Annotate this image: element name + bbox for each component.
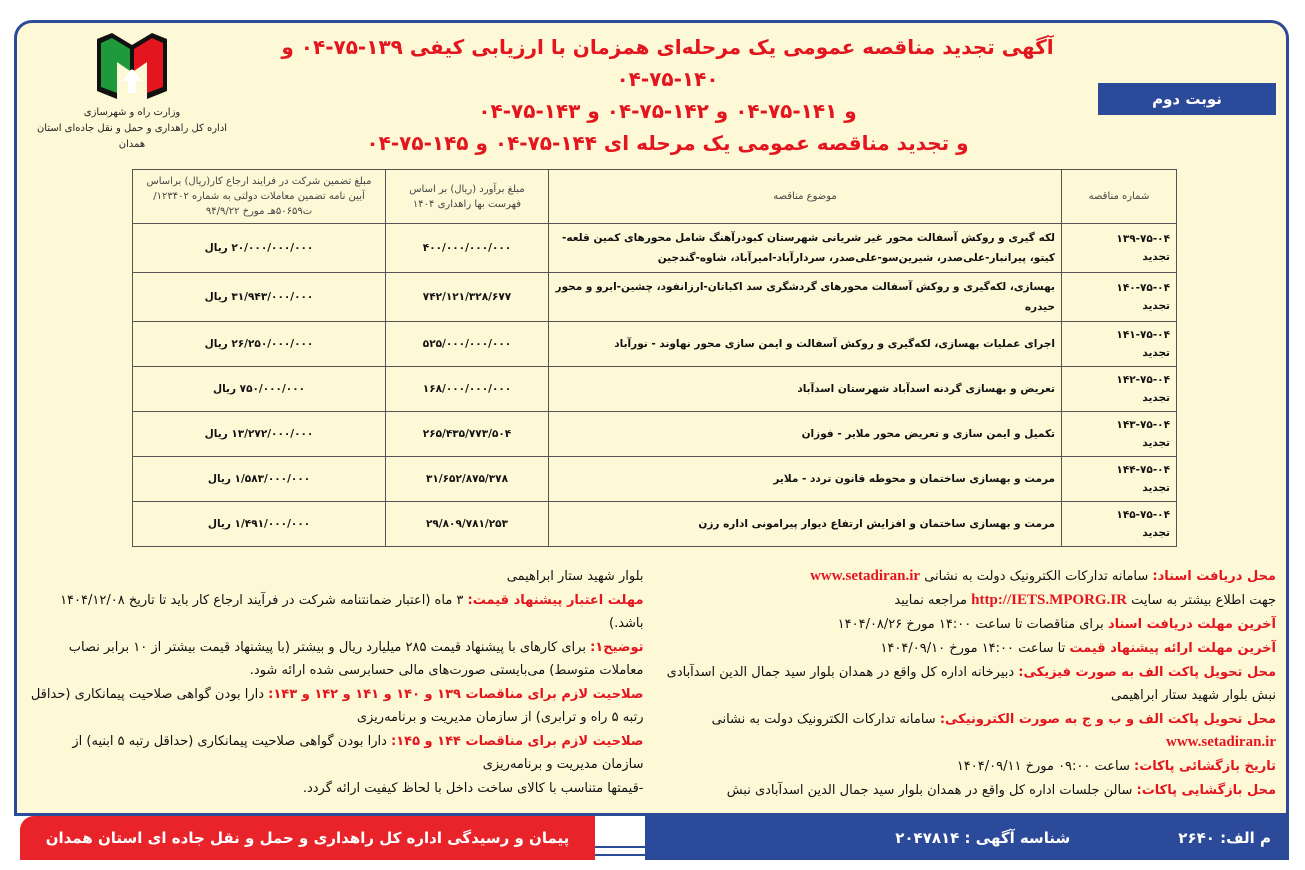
ad-frame (14, 20, 1289, 816)
renewal-tag: تجدید (1142, 251, 1170, 263)
round-badge: نوبت دوم (1098, 83, 1276, 115)
info-text: مراجعه نمایید (894, 593, 972, 608)
info-label: مهلت اعتبار پیشنهاد قیمت: (467, 593, 644, 608)
organization-name (27, 105, 237, 153)
tender-estimate: ۲۶۵/۴۳۵/۷۷۳/۵۰۴ (386, 412, 549, 457)
info-paragraph (660, 613, 1277, 636)
info-paragraph (27, 730, 644, 776)
footer (20, 816, 1289, 860)
tender-guarantee: ۲۰/۰۰۰/۰۰۰/۰۰۰ ریال (133, 224, 386, 273)
table-header-row (133, 170, 1177, 224)
tender-subject: مرمت و بهسازی ساختمان و افزایش ارتفاع دیوار پیرامونی اداره رزن (549, 502, 1062, 547)
tender-number-value: ۱۴۳-۷۵-۰۴ (1116, 419, 1170, 431)
tender-guarantee: ۱/۵۸۳/۰۰۰/۰۰۰ ریال (133, 457, 386, 502)
table-row (133, 412, 1177, 457)
info-paragraph (27, 636, 644, 682)
table-row (133, 502, 1177, 547)
website-link[interactable]: www.setadiran.ir (810, 568, 921, 584)
tender-guarantee: ۱/۴۹۱/۰۰۰/۰۰۰ ریال (133, 502, 386, 547)
table-row (133, 367, 1177, 412)
tender-subject: مرمت و بهسازی ساختمان و محوطه قانون تردد - ملایر (549, 457, 1062, 502)
info-paragraph (27, 777, 644, 800)
info-label: محل تحویل پاکت الف به صورت فیزیکی: (1018, 665, 1276, 680)
renewal-tag: تجدید (1142, 527, 1170, 539)
tender-guarantee: ۷۵۰/۰۰۰/۰۰۰ ریال (133, 367, 386, 412)
info-label: آخرین مهلت ارائه پیشنهاد قیمت (1069, 641, 1276, 656)
tender-number-value: ۱۴۲-۷۵-۰۴ (1116, 374, 1170, 386)
title-line-1: آگهی تجدید مناقصه عمومی یک مرحله‌ای همزمان با ارزیابی کیفی ۱۳۹-۷۵-۰۴ و ۱۴۰-۷۵-۰۴ (281, 35, 1054, 91)
tender-estimate: ۱۶۸/۰۰۰/۰۰۰/۰۰۰ (386, 367, 549, 412)
info-text: دارا بودن گواهی صلاحیت پیمانکاری (حداقل رتبه ۵ ابنیه) از سازمان مدیریت و برنامه‌ریزی (72, 734, 644, 772)
website-link[interactable]: http://IETS.MPORG.IR (971, 592, 1127, 608)
title-line-2: و ۱۴۱-۷۵-۰۴ و ۱۴۲-۷۵-۰۴ و ۱۴۳-۷۵-۰۴ (478, 99, 857, 123)
renewal-tag: تجدید (1142, 300, 1170, 312)
tender-number-value: ۱۴۵-۷۵-۰۴ (1116, 509, 1170, 521)
ad-id: شناسه آگهی : ۲۰۴۷۸۱۴ (895, 829, 1071, 847)
table-row (133, 273, 1177, 322)
info-label: آخرین مهلت دریافت اسناد (1107, 617, 1276, 632)
ad-code: م الف: ۲۶۴۰ (1178, 829, 1271, 847)
info-label: محل تحویل پاکت الف و ب و ج به صورت الکترونیکی: (939, 712, 1276, 727)
header-estimate: مبلغ برآورد (ریال) بر اساس فهرست بها راهداری ۱۴۰۴ (386, 170, 549, 224)
info-paragraph (660, 565, 1277, 588)
tender-estimate: ۴۰۰/۰۰۰/۰۰۰/۰۰۰ (386, 224, 549, 273)
ad-header (27, 31, 1276, 159)
badge-container (1098, 31, 1276, 115)
info-text: سالن جلسات اداره کل واقع در همدان بلوار سید جمال الدین اسدآبادی نبش (726, 783, 1137, 798)
org-line: اداره کل راهداری و حمل و نقل جاده‌ای استان همدان (36, 123, 228, 150)
tender-estimate: ۷۴۲/۱۲۱/۳۲۸/۶۷۷ (386, 273, 549, 322)
info-label: صلاحیت لازم برای مناقصات ۱۳۹ و ۱۴۰ و ۱۴۱ و ۱۴۲ و ۱۴۳: (268, 687, 644, 702)
footer-organization: پیمان و رسیدگی اداره کل راهداری و حمل و نقل جاده ای استان همدان (20, 816, 595, 860)
renewal-tag: تجدید (1142, 347, 1170, 359)
tender-estimate: ۲۹/۸۰۹/۷۸۱/۲۵۳ (386, 502, 549, 547)
tender-guarantee: ۱۳/۲۷۲/۰۰۰/۰۰۰ ریال (133, 412, 386, 457)
right-info-column (660, 565, 1277, 803)
info-text: دبیرخانه اداره کل واقع در همدان بلوار سید جمال الدین اسدآبادی نبش بلوار شهید ستار ابراهیمی (666, 665, 1276, 703)
info-text: بلوار شهید ستار ابراهیمی (506, 569, 644, 584)
info-text: تا ساعت ۱۴:۰۰ مورخ ۱۴۰۴/۰۹/۱۰ (880, 641, 1070, 656)
info-paragraph (27, 565, 644, 588)
table-row (133, 224, 1177, 273)
tender-number (1062, 412, 1177, 457)
table-row (133, 322, 1177, 367)
tender-guarantee: ۳۱/۹۴۳/۰۰۰/۰۰۰ ریال (133, 273, 386, 322)
info-text: سامانه تدارکات الکترونیک دولت به نشانی (920, 569, 1153, 584)
info-paragraph (660, 589, 1277, 612)
info-text: ۳ ماه (اعتبار ضمانتنامه شرکت در فرآیند ارجاع کار باید تا تاریخ ۱۴۰۴/۱۲/۰۸ باشد.) (60, 593, 644, 631)
tender-number (1062, 224, 1177, 273)
tender-subject: اجرای عملیات بهسازی، لکه‌گیری و روکش آسفالت و ایمن سازی محور نهاوند - نورآباد (549, 322, 1062, 367)
tender-number (1062, 322, 1177, 367)
tender-subject: تعریض و بهسازی گردنه اسدآباد شهرستان اسدآباد (549, 367, 1062, 412)
tender-estimate: ۵۲۵/۰۰۰/۰۰۰/۰۰۰ (386, 322, 549, 367)
info-paragraph (660, 661, 1277, 707)
info-columns (27, 565, 1276, 803)
info-text: ساعت ۰۹:۰۰ مورخ ۱۴۰۴/۰۹/۱۱ (956, 759, 1135, 774)
org-line: وزارت راه و شهرسازی (83, 107, 181, 118)
info-paragraph (660, 755, 1277, 778)
renewal-tag: تجدید (1142, 482, 1170, 494)
tender-number-value: ۱۴۱-۷۵-۰۴ (1116, 329, 1170, 341)
info-label: توضیح۱: (590, 640, 644, 655)
info-text: برای کارهای با پیشنهاد قیمت ۲۸۵ میلیارد ریال و بیشتر (با پیشنهاد قیمت بیشتر از ۱۰ برابر نصاب معاملات متوسط) می‌بایستی صورت‌های مالی حسابرسی شده ارائه شود. (68, 640, 644, 678)
website-link[interactable]: www.setadiran.ir (1166, 734, 1276, 750)
tender-number-value: ۱۴۴-۷۵-۰۴ (1116, 464, 1170, 476)
info-paragraph (660, 708, 1277, 754)
brand (27, 31, 237, 153)
tender-number (1062, 457, 1177, 502)
header-subject: موضوع مناقصه (549, 170, 1062, 224)
tender-number (1062, 367, 1177, 412)
tender-number (1062, 273, 1177, 322)
info-text: سامانه تدارکات الکترونیک دولت به نشانی (711, 712, 940, 727)
tender-estimate: ۳۱/۶۵۲/۸۷۵/۳۷۸ (386, 457, 549, 502)
table-row (133, 457, 1177, 502)
ministry-logo-icon (92, 31, 172, 101)
tender-subject: لکه گیری و روکش آسفالت محور غیر شریانی شهرستان کبودرآهنگ شامل محورهای کمین قلعه-کیتو، پیرانبار-علی‌صدر، شیرین‌سو-علی‌صدر، سردارآباد-امیرآباد، شاوه-گندجین (549, 224, 1062, 273)
info-text: دارا بودن گواهی صلاحیت پیمانکاری (حداقل رتبه ۵ راه و ترابری) از سازمان مدیریت و برنامه‌ریزی (30, 687, 644, 725)
info-label: تاریخ بازگشائی پاکات: (1134, 759, 1276, 774)
info-label: صلاحیت لازم برای مناقصات ۱۴۴ و ۱۴۵: (391, 734, 644, 749)
info-paragraph (27, 589, 644, 635)
tender-number-value: ۱۴۰-۷۵-۰۴ (1116, 282, 1170, 294)
footer-ids (645, 816, 1289, 860)
left-info-column (27, 565, 644, 803)
tender-table (132, 169, 1177, 547)
renewal-tag: تجدید (1142, 392, 1170, 404)
ad-title (247, 31, 1088, 159)
info-label: محل دریافت اسناد: (1152, 569, 1276, 584)
info-text: برای مناقصات تا ساعت ۱۴:۰۰ مورخ ۱۴۰۴/۰۸/۲۶ (837, 617, 1108, 632)
info-paragraph (660, 637, 1277, 660)
header-number: شماره مناقصه (1062, 170, 1177, 224)
info-paragraph (27, 683, 644, 729)
info-text: جهت اطلاع بیشتر به سایت (1127, 593, 1276, 608)
header-guarantee: مبلغ تضمین شرکت در فرایند ارجاع کار(ریال) براساس آیین نامه تضمین معاملات دولتی به شماره ۱۲۳۴۰۲/ت۵۰۶۵۹هـ مورخ ۹۴/۹/۲۲ (133, 170, 386, 224)
tender-subject: بهسازی، لکه‌گیری و روکش آسفالت محورهای گردشگری سد اکباتان-ارزانفود، چشین-ابرو و محور حیدره (549, 273, 1062, 322)
tender-number (1062, 502, 1177, 547)
renewal-tag: تجدید (1142, 437, 1170, 449)
title-line-3: و تجدید مناقصه عمومی یک مرحله ای ۱۴۴-۷۵-۰۴ و ۱۴۵-۷۵-۰۴ (366, 131, 969, 155)
info-label: محل بازگشایی پاکات: (1136, 783, 1276, 798)
info-paragraph (660, 779, 1277, 802)
tender-subject: تکمیل و ایمن سازی و تعریض محور ملایر - فوزان (549, 412, 1062, 457)
tender-guarantee: ۲۶/۲۵۰/۰۰۰/۰۰۰ ریال (133, 322, 386, 367)
tender-number-value: ۱۳۹-۷۵-۰۴ (1116, 233, 1170, 245)
info-text: -قیمتها متناسب با کالای ساخت داخل با لحاظ کیفیت ارائه گردد. (302, 781, 644, 796)
